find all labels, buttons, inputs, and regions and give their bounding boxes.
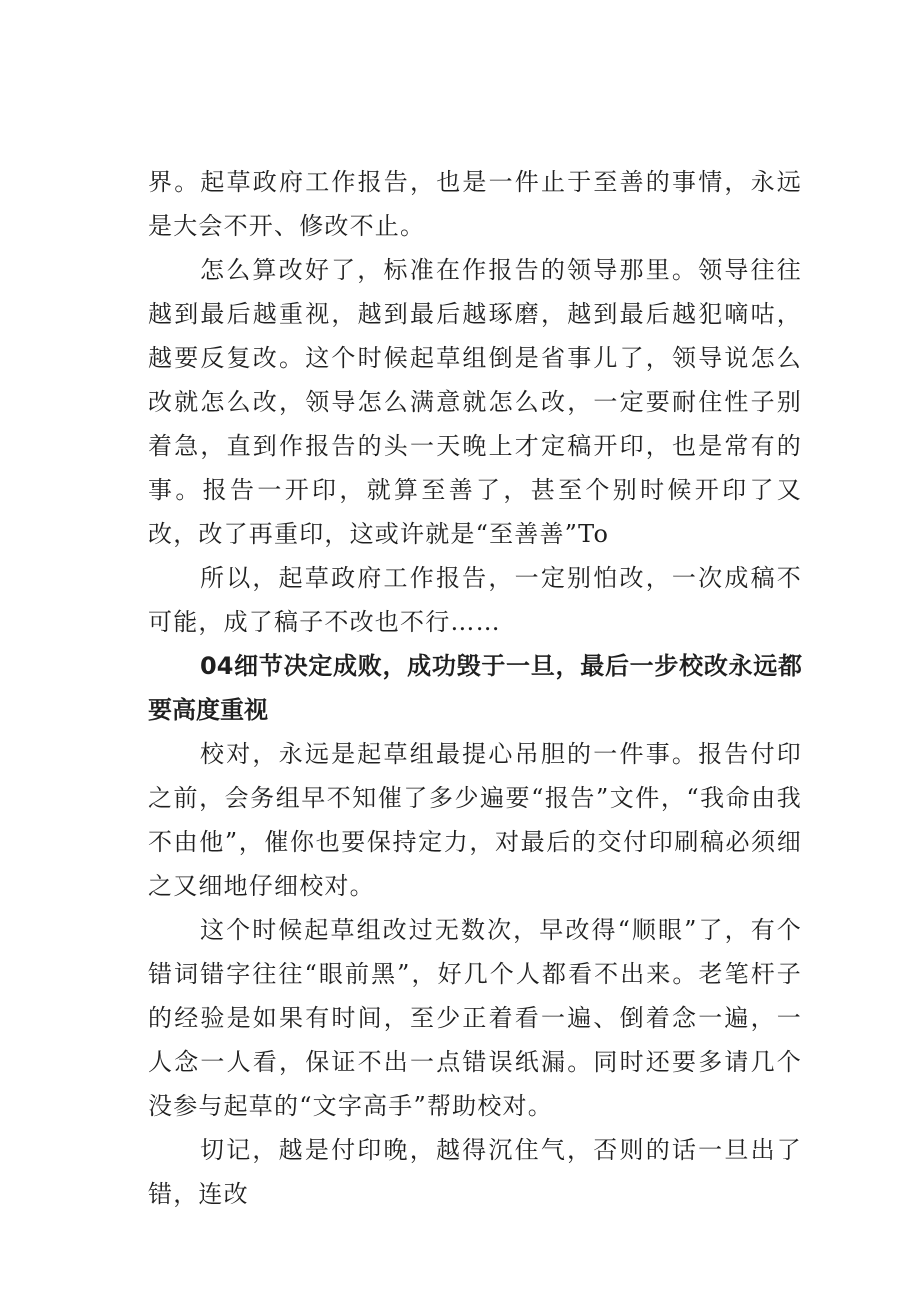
paragraph-revision-standard: 怎么算改好了，标准在作报告的领导那里。领导往往越到最后越重视，越到最后越琢磨，越到最后越犯嘀咕，越要反复改。这个时候起草组倒是省事儿了，领导说怎么改就怎么改，领导怎么满意就怎么改，一定要耐住性子别着急，直到作报告的头一天晚上才定稿开印，也是常有的事。报告一开印，就算至善了，甚至个别时候开印了又改，改了再重印，这或许就是“至善善”To	[148, 256, 802, 548]
paragraph-continuation: 界。起草政府工作报告，也是一件止于至善的事情，永远是大会不开、修改不止。	[148, 168, 802, 240]
paragraph-proofreading: 校对，永远是起草组最提心吊胆的一件事。报告付印之前，会务组早不知催了多少遍要“报告”文件，“我命由我不由他”，催你也要保持定力，对最后的交付印刷稿必须细之又细地仔细校对。	[148, 740, 802, 900]
document-body	[148, 160, 802, 1216]
paragraph-proofreading-experience: 这个时候起草组改过无数次，早改得“顺眼”了，有个错词错字往往“眼前黑”，好几个人都看不出来。老笔杆子的经验是如果有时间，至少正着看一遍、倒着念一遍，一人念一人看，保证不出一点错误纸漏。同时还要多请几个没参与起草的“文字高手”帮助校对。	[148, 916, 802, 1120]
paragraph-remember: 切记，越是付印晚，越得沉住气，否则的话一旦出了错，连改	[148, 1136, 802, 1208]
paragraph-dont-fear-revision: 所以，起草政府工作报告，一定别怕改，一次成稿不可能，成了稿子不改也不行……	[148, 564, 802, 636]
section-heading-04: 04细节决定成败，成功毁于一旦，最后一步校改永远都要高度重视	[148, 652, 802, 724]
